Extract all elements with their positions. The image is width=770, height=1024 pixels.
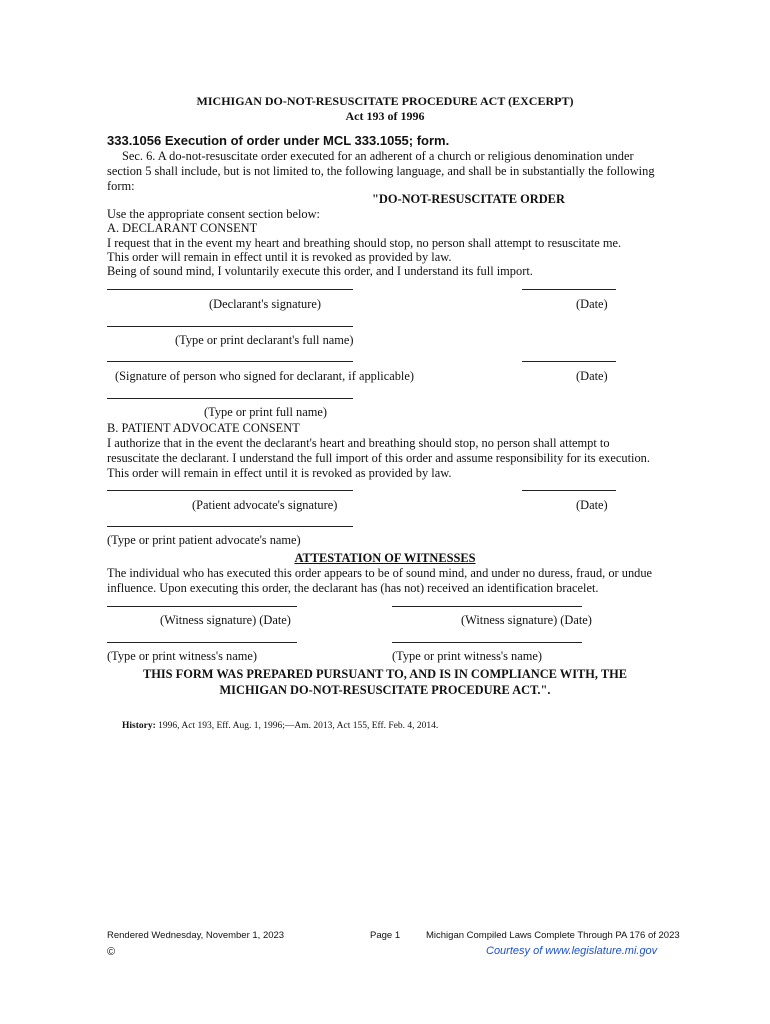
courtesy-link[interactable]: Courtesy of www.legislature.mi.gov <box>486 945 658 957</box>
form-title: "DO-NOT-RESUSCITATE ORDER <box>372 192 565 206</box>
witness-2-signature-line[interactable] <box>392 606 582 607</box>
proxy-signature-label: (Signature of person who signed for declarant, if applicable) <box>115 369 414 383</box>
advocate-date-line[interactable] <box>522 490 616 491</box>
advocate-signature-label: (Patient advocate's signature) <box>192 498 338 512</box>
page-number: Page 1 <box>370 930 401 941</box>
witness-2-signature-label: (Witness signature) (Date) <box>461 613 592 627</box>
advocate-name-line[interactable] <box>107 526 353 527</box>
advocate-text: This order will remain in effect until it is revoked as provided by law. <box>107 466 452 480</box>
witness-2-name-label: (Type or print witness's name) <box>392 649 543 663</box>
history-text: 1996, Act 193, Eff. Aug. 1, 1996;—Am. 2013, Act 155, Eff. Feb. 4, 2014. <box>158 721 439 731</box>
compliance-statement: MICHIGAN DO-NOT-RESUSCITATE PROCEDURE ACT.". <box>219 683 551 697</box>
section-intro-line: section 5 shall include, but is not limited to, the following language, and shall be in substantially the following <box>107 164 655 178</box>
form-instruction: Use the appropriate consent section below: <box>107 207 320 221</box>
declarant-name-label: (Type or print declarant's full name) <box>175 333 354 347</box>
proxy-signature-line[interactable] <box>107 361 353 362</box>
section-heading: 333.1056 Execution of order under MCL 333.1055; form. <box>107 133 450 148</box>
compliance-statement: THIS FORM WAS PREPARED PURSUANT TO, AND IS IN COMPLIANCE WITH, THE <box>142 667 628 681</box>
declarant-text: This order will remain in effect until it is revoked as provided by law. <box>107 250 452 264</box>
advocate-text: I authorize that in the event the declarant's heart and breathing should stop, no person shall attempt to <box>107 436 610 450</box>
witness-1-name-line[interactable] <box>107 642 297 643</box>
declarant-name-line[interactable] <box>107 326 353 327</box>
declarant-date-line[interactable] <box>522 289 616 290</box>
advocate-date-label: (Date) <box>576 498 608 512</box>
witness-1-signature-label: (Witness signature) (Date) <box>160 613 291 627</box>
advocate-name-label: (Type or print patient advocate's name) <box>107 533 301 547</box>
advocate-signature-line[interactable] <box>107 490 353 491</box>
witness-2-name-line[interactable] <box>392 642 582 643</box>
witnesses-text: The individual who has executed this order appears to be of sound mind, and under no duress, fraud, or undue <box>107 566 653 580</box>
declarant-text: I request that in the event my heart and breathing should stop, no person shall attempt to resuscitate me. <box>107 236 622 250</box>
advocate-text: resuscitate the declarant. I understand the full import of this order and assume responsibility for its execution. <box>107 451 650 465</box>
witnesses-text: influence. Upon executing this order, the declarant has (has not) received an identification bracelet. <box>107 581 599 595</box>
section-intro-line: form: <box>107 179 135 193</box>
declarant-signature-label: (Declarant's signature) <box>209 297 321 311</box>
compiled-through: Michigan Compiled Laws Complete Through PA 176 of 2023 <box>426 930 680 941</box>
section-intro-line: Sec. 6. A do-not-resuscitate order executed for an adherent of a church or religious denomination under <box>122 149 634 163</box>
act-title: MICHIGAN DO-NOT-RESUSCITATE PROCEDURE ACT (EXCERPT) <box>196 94 574 108</box>
proxy-date-line[interactable] <box>522 361 616 362</box>
declarant-signature-line[interactable] <box>107 289 353 290</box>
declarant-date-label: (Date) <box>576 297 608 311</box>
rendered-date: Rendered Wednesday, November 1, 2023 <box>107 930 285 941</box>
declarant-text: Being of sound mind, I voluntarily execute this order, and I understand its full import. <box>107 264 533 278</box>
declarant-heading: A. DECLARANT CONSENT <box>107 221 258 235</box>
copyright-symbol: © <box>107 946 116 958</box>
history-note <box>122 719 438 734</box>
witness-1-name-label: (Type or print witness's name) <box>107 649 258 663</box>
witnesses-heading: ATTESTATION OF WITNESSES <box>294 551 476 565</box>
history-label: History: <box>122 721 156 731</box>
witness-1-signature-line[interactable] <box>107 606 297 607</box>
advocate-heading: B. PATIENT ADVOCATE CONSENT <box>107 421 300 435</box>
proxy-date-label: (Date) <box>576 369 608 383</box>
act-number: Act 193 of 1996 <box>345 109 425 123</box>
proxy-name-label: (Type or print full name) <box>204 405 327 419</box>
proxy-name-line[interactable] <box>107 398 353 399</box>
